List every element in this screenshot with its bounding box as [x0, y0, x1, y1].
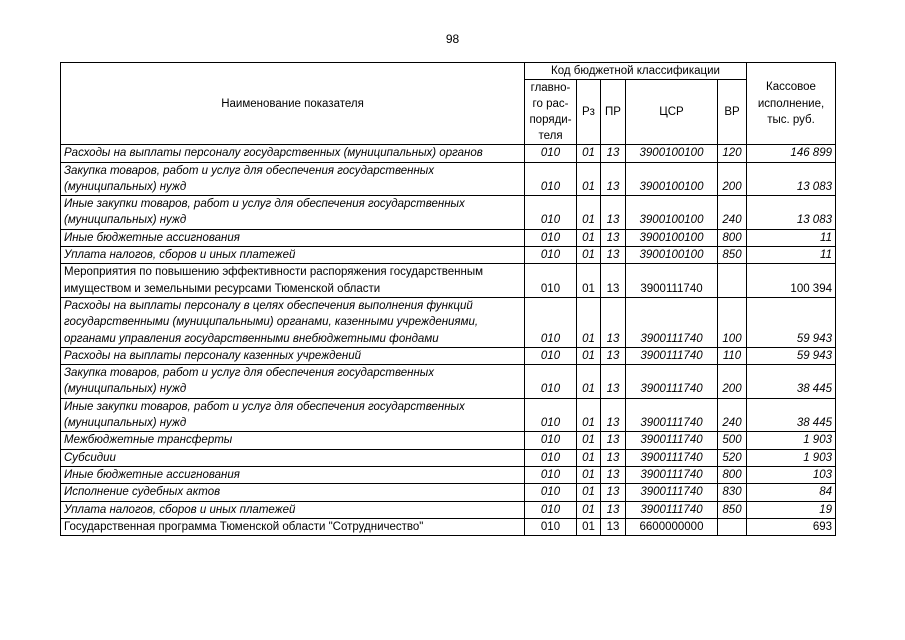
table-row [61, 466, 836, 483]
cell-vr: 500 [718, 432, 747, 449]
cell-vr: 850 [718, 501, 747, 518]
cell-vr: 520 [718, 449, 747, 466]
cell-amount: 146 899 [747, 145, 836, 162]
cell-name: Закупка товаров, работ и услуг для обеспечения государственных (муниципальных) нужд [61, 162, 525, 196]
cell-rz: 01 [577, 518, 601, 535]
cell-rz: 01 [577, 432, 601, 449]
table-row [61, 449, 836, 466]
cell-pr: 13 [601, 501, 626, 518]
cell-glav: 010 [525, 365, 577, 399]
cell-glav: 010 [525, 347, 577, 364]
cell-csr: 3900111740 [626, 365, 718, 399]
cell-glav: 010 [525, 162, 577, 196]
cell-vr: 850 [718, 247, 747, 264]
cell-glav: 010 [525, 501, 577, 518]
cell-rz: 01 [577, 449, 601, 466]
table-row [61, 162, 836, 196]
cell-pr: 13 [601, 264, 626, 298]
cell-name: Иные закупки товаров, работ и услуг для обеспечения государственных (муниципальных) нужд [61, 398, 525, 432]
cell-csr: 3900111740 [626, 398, 718, 432]
cell-rz: 01 [577, 162, 601, 196]
cell-pr: 13 [601, 449, 626, 466]
cell-vr: 240 [718, 398, 747, 432]
cell-vr [718, 264, 747, 298]
cell-glav: 010 [525, 264, 577, 298]
cell-rz: 01 [577, 365, 601, 399]
cell-pr: 13 [601, 347, 626, 364]
cell-amount: 19 [747, 501, 836, 518]
page-number: 98 [445, 32, 460, 46]
cell-glav: 010 [525, 466, 577, 483]
cell-name: Межбюджетные трансферты [61, 432, 525, 449]
cell-csr: 3900111740 [626, 264, 718, 298]
table-row [61, 484, 836, 501]
cell-csr: 3900100100 [626, 162, 718, 196]
cell-rz: 01 [577, 501, 601, 518]
cell-csr: 3900100100 [626, 145, 718, 162]
cell-vr: 200 [718, 365, 747, 399]
cell-amount: 100 394 [747, 264, 836, 298]
cell-name: Государственная программа Тюменской области "Сотрудничество" [61, 518, 525, 535]
table-row [61, 229, 836, 246]
cell-rz: 01 [577, 247, 601, 264]
header-name: Наименование показателя [61, 63, 525, 145]
cell-name: Расходы на выплаты персоналу в целях обеспечения выполнения функций государственными (муниципальными) органами, казенными учреждениями, органами управления государственными внебюджетными фондами [61, 297, 525, 347]
cell-amount: 693 [747, 518, 836, 535]
cell-name: Иные бюджетные ассигнования [61, 229, 525, 246]
cell-rz: 01 [577, 466, 601, 483]
header-code-group: Код бюджетной классификации [525, 63, 747, 80]
cell-amount: 1 903 [747, 432, 836, 449]
header-glav: главно-го рас-поряди-теля [525, 80, 577, 145]
cell-pr: 13 [601, 247, 626, 264]
cell-amount: 11 [747, 229, 836, 246]
cell-rz: 01 [577, 264, 601, 298]
table-body [61, 145, 836, 536]
cell-csr: 3900111740 [626, 449, 718, 466]
cell-amount: 13 083 [747, 196, 836, 230]
cell-amount: 59 943 [747, 297, 836, 347]
cell-glav: 010 [525, 518, 577, 535]
cell-glav: 010 [525, 398, 577, 432]
cell-glav: 010 [525, 297, 577, 347]
table-row [61, 398, 836, 432]
cell-name: Расходы на выплаты персоналу государственных (муниципальных) органов [61, 145, 525, 162]
cell-vr: 240 [718, 196, 747, 230]
table-row [61, 365, 836, 399]
cell-amount: 59 943 [747, 347, 836, 364]
header-amount: Кассовое исполнение, тыс. руб. [747, 63, 836, 145]
cell-csr: 3900111740 [626, 432, 718, 449]
table-row [61, 264, 836, 298]
cell-vr: 830 [718, 484, 747, 501]
cell-vr: 200 [718, 162, 747, 196]
cell-pr: 13 [601, 196, 626, 230]
cell-vr: 800 [718, 466, 747, 483]
header-rz: Рз [577, 80, 601, 145]
cell-name: Иные бюджетные ассигнования [61, 466, 525, 483]
cell-glav: 010 [525, 196, 577, 230]
cell-rz: 01 [577, 347, 601, 364]
cell-pr: 13 [601, 162, 626, 196]
cell-vr: 120 [718, 145, 747, 162]
cell-glav: 010 [525, 247, 577, 264]
cell-csr: 3900111740 [626, 501, 718, 518]
cell-amount: 38 445 [747, 398, 836, 432]
cell-csr: 3900111740 [626, 484, 718, 501]
cell-name: Расходы на выплаты персоналу казенных учреждений [61, 347, 525, 364]
cell-name: Уплата налогов, сборов и иных платежей [61, 247, 525, 264]
cell-pr: 13 [601, 484, 626, 501]
cell-rz: 01 [577, 196, 601, 230]
cell-name: Субсидии [61, 449, 525, 466]
cell-name: Мероприятия по повышению эффективности распоряжения государственным имуществом и земельными ресурсами Тюменской области [61, 264, 525, 298]
header-vr: ВР [718, 80, 747, 145]
cell-pr: 13 [601, 398, 626, 432]
table-row [61, 247, 836, 264]
cell-vr: 110 [718, 347, 747, 364]
budget-table [60, 62, 836, 536]
cell-csr: 3900100100 [626, 247, 718, 264]
cell-pr: 13 [601, 145, 626, 162]
cell-vr [718, 518, 747, 535]
header-csr: ЦСР [626, 80, 718, 145]
cell-amount: 103 [747, 466, 836, 483]
cell-rz: 01 [577, 398, 601, 432]
cell-glav: 010 [525, 484, 577, 501]
cell-csr: 3900111740 [626, 466, 718, 483]
cell-csr: 3900111740 [626, 347, 718, 364]
cell-rz: 01 [577, 229, 601, 246]
cell-pr: 13 [601, 432, 626, 449]
cell-csr: 6600000000 [626, 518, 718, 535]
cell-vr: 100 [718, 297, 747, 347]
table-row [61, 518, 836, 535]
cell-glav: 010 [525, 145, 577, 162]
cell-csr: 3900100100 [626, 229, 718, 246]
cell-glav: 010 [525, 449, 577, 466]
cell-amount: 11 [747, 247, 836, 264]
cell-name: Закупка товаров, работ и услуг для обеспечения государственных (муниципальных) нужд [61, 365, 525, 399]
cell-name: Иные закупки товаров, работ и услуг для обеспечения государственных (муниципальных) нужд [61, 196, 525, 230]
table-row [61, 145, 836, 162]
cell-pr: 13 [601, 365, 626, 399]
table-row [61, 347, 836, 364]
cell-amount: 1 903 [747, 449, 836, 466]
cell-rz: 01 [577, 297, 601, 347]
cell-glav: 010 [525, 229, 577, 246]
cell-rz: 01 [577, 484, 601, 501]
cell-pr: 13 [601, 518, 626, 535]
cell-rz: 01 [577, 145, 601, 162]
cell-amount: 38 445 [747, 365, 836, 399]
cell-pr: 13 [601, 229, 626, 246]
cell-glav: 010 [525, 432, 577, 449]
cell-name: Исполнение судебных актов [61, 484, 525, 501]
cell-amount: 13 083 [747, 162, 836, 196]
cell-amount: 84 [747, 484, 836, 501]
cell-pr: 13 [601, 466, 626, 483]
header-pr: ПР [601, 80, 626, 145]
cell-csr: 3900100100 [626, 196, 718, 230]
table-row [61, 501, 836, 518]
cell-pr: 13 [601, 297, 626, 347]
cell-vr: 800 [718, 229, 747, 246]
cell-csr: 3900111740 [626, 297, 718, 347]
table-row [61, 196, 836, 230]
cell-name: Уплата налогов, сборов и иных платежей [61, 501, 525, 518]
table-row [61, 432, 836, 449]
table-row [61, 297, 836, 347]
